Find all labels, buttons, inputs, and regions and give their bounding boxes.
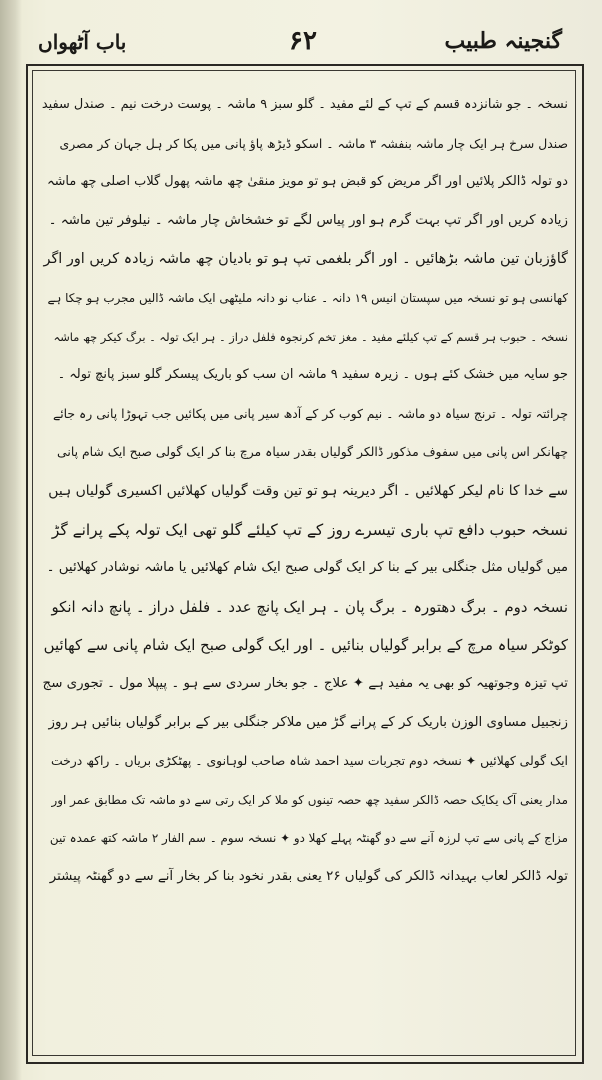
text-line: تپ تیزہ وجوتھیہ کو بھی یہ مفید ہے ✦ علاج ۔ جو بخار سردی سے ہو ۔ پیپلا مول ۔ تجوری سج xyxy=(42,675,568,691)
text-line: تولہ ڈالکر لعاب بہیدانہ ڈالکر کی گولیاں ۲۶ یعنی بقدر نخود بنا کر بخار آنے سے دو گھنٹہ پیشتر xyxy=(49,868,568,884)
text-line: زنجبیل مساوی الوزن باریک کر کے پرانے گڑ میں ملاکر جنگلی بیر کے برابر گولیاں بنائیں ہر روز xyxy=(48,714,568,730)
text-line: نسخہ ۔ حبوب ہر قسم کے تپ کیلئے مفید ۔ مغز تخم کرنجوہ فلفل دراز ۔ ہر ایک تولہ ۔ برگ کیکر چھ ماشہ xyxy=(53,329,568,344)
text-line: جو سایہ میں خشک کئے ہوں ۔ زیرہ سفید ۹ ماشہ ان سب کو باریک پیسکر گلو سبز پانچ تولہ ۔ xyxy=(57,367,568,383)
text-line: گاؤزبان تین ماشہ بڑھائیں ۔ اور اگر بلغمی تپ ہو تو بادیان چھ ماشہ زیادہ کریں اور اگر xyxy=(43,251,568,268)
text-line: کوٹکر سیاہ مرچ کے برابر گولیاں بنائیں ۔ اور ایک گولی صبح ایک شام پانی سے کھائیں xyxy=(43,636,568,655)
text-line: ایک گولی کھلائیں ✦ نسخہ دوم تجربات سید احمد شاہ صاحب لوہانوی ۔ پھٹکڑی بریاں ۔ راکھ درخت xyxy=(50,753,568,769)
text-line: نسخہ دوم ۔ برگ دھتورہ ۔ برگ پان ۔ ہر ایک پانچ عدد ۔ فلفل دراز ۔ پانچ دانہ انکو xyxy=(51,597,568,616)
page-header xyxy=(30,22,576,62)
text-body xyxy=(40,86,568,896)
text-line: مدار یعنی آک یکایک حصہ ڈالکر سفید چھ حصہ تینوں کو ملا کر ایک رتی سے دو ماشہ تک مطابق عمر اور xyxy=(51,792,568,807)
text-line: سے خدا کا نام لیکر کھلائیں ۔ اگر دیرینہ ہو تو تین وقت گولیاں کھلائیں اکسیری گولیاں ہیں xyxy=(48,482,568,499)
book-title: گنجینہ طبیب xyxy=(444,28,562,54)
text-line: میں گولیاں مثل جنگلی بیر کے بنا کر ایک گولی صبح ایک شام کھلائیں یا ماشہ نوشادر کھلائیں ۔ xyxy=(46,560,568,576)
text-line: چھانکر اس پانی میں سفوف مذکور ڈالکر گولیاں بقدر سیاہ مرچ بنا کر ایک گولی صبح ایک شام پانی xyxy=(57,444,568,460)
page-number: ۶۲ xyxy=(289,26,317,56)
page-gutter xyxy=(0,0,22,1080)
text-line: کھانسی ہو تو نسخہ میں سپستان انیس ۱۹ دانہ ۔ عناب نو دانہ ملیٹھی ایک ماشہ ڈالیں مجرب ہو چکا ہے xyxy=(47,290,568,305)
text-line: صندل سرخ ہر ایک چار ماشہ بنفشہ ۳ ماشہ ۔ اسکو ڈیڑھ پاؤ پانی میں پکا کر ہل جہان کر مصری xyxy=(59,135,568,151)
text-line: دو تولہ ڈالکر پلائیں اور اگر مریض کو قبض ہو تو مویز منقیٰ چھ ماشہ پھول گلاب اصلی چھ ماشہ xyxy=(47,174,568,190)
text-line: زیادہ کریں اور اگر تپ بہت گرم ہو اور پیاس لگے تو خشخاش چار ماشہ ۔ نیلوفر تین ماشہ ۔ xyxy=(48,212,568,228)
text-line: نسخہ ۔ جو شانزدہ قسم کے تپ کے لئے مفید ۔ گلو سبز ۹ ماشہ ۔ پوست درخت نیم ۔ صندل سفید xyxy=(41,97,568,112)
chapter-title: باب آٹھواں xyxy=(38,30,127,54)
text-line: نسخہ حبوب دافع تپ باری تیسرے روز کے تپ کیلئے گلو تھی ایک تولہ پکے پرانے گڑ xyxy=(51,520,568,539)
text-line: مزاج کے پانی سے تپ لرزہ آنے سے دو گھنٹہ پہلے کھلا دو ✦ نسخہ سوم ۔ سم الفار ۲ ماشہ کتھ عمدہ تین xyxy=(49,831,568,846)
text-line: چرائتہ تولہ ۔ ترنج سیاہ دو ماشہ ۔ نیم کوب کر کے آدھ سیر پانی میں پکائیں جب تہوڑا پانی رہ جائے xyxy=(52,405,568,421)
